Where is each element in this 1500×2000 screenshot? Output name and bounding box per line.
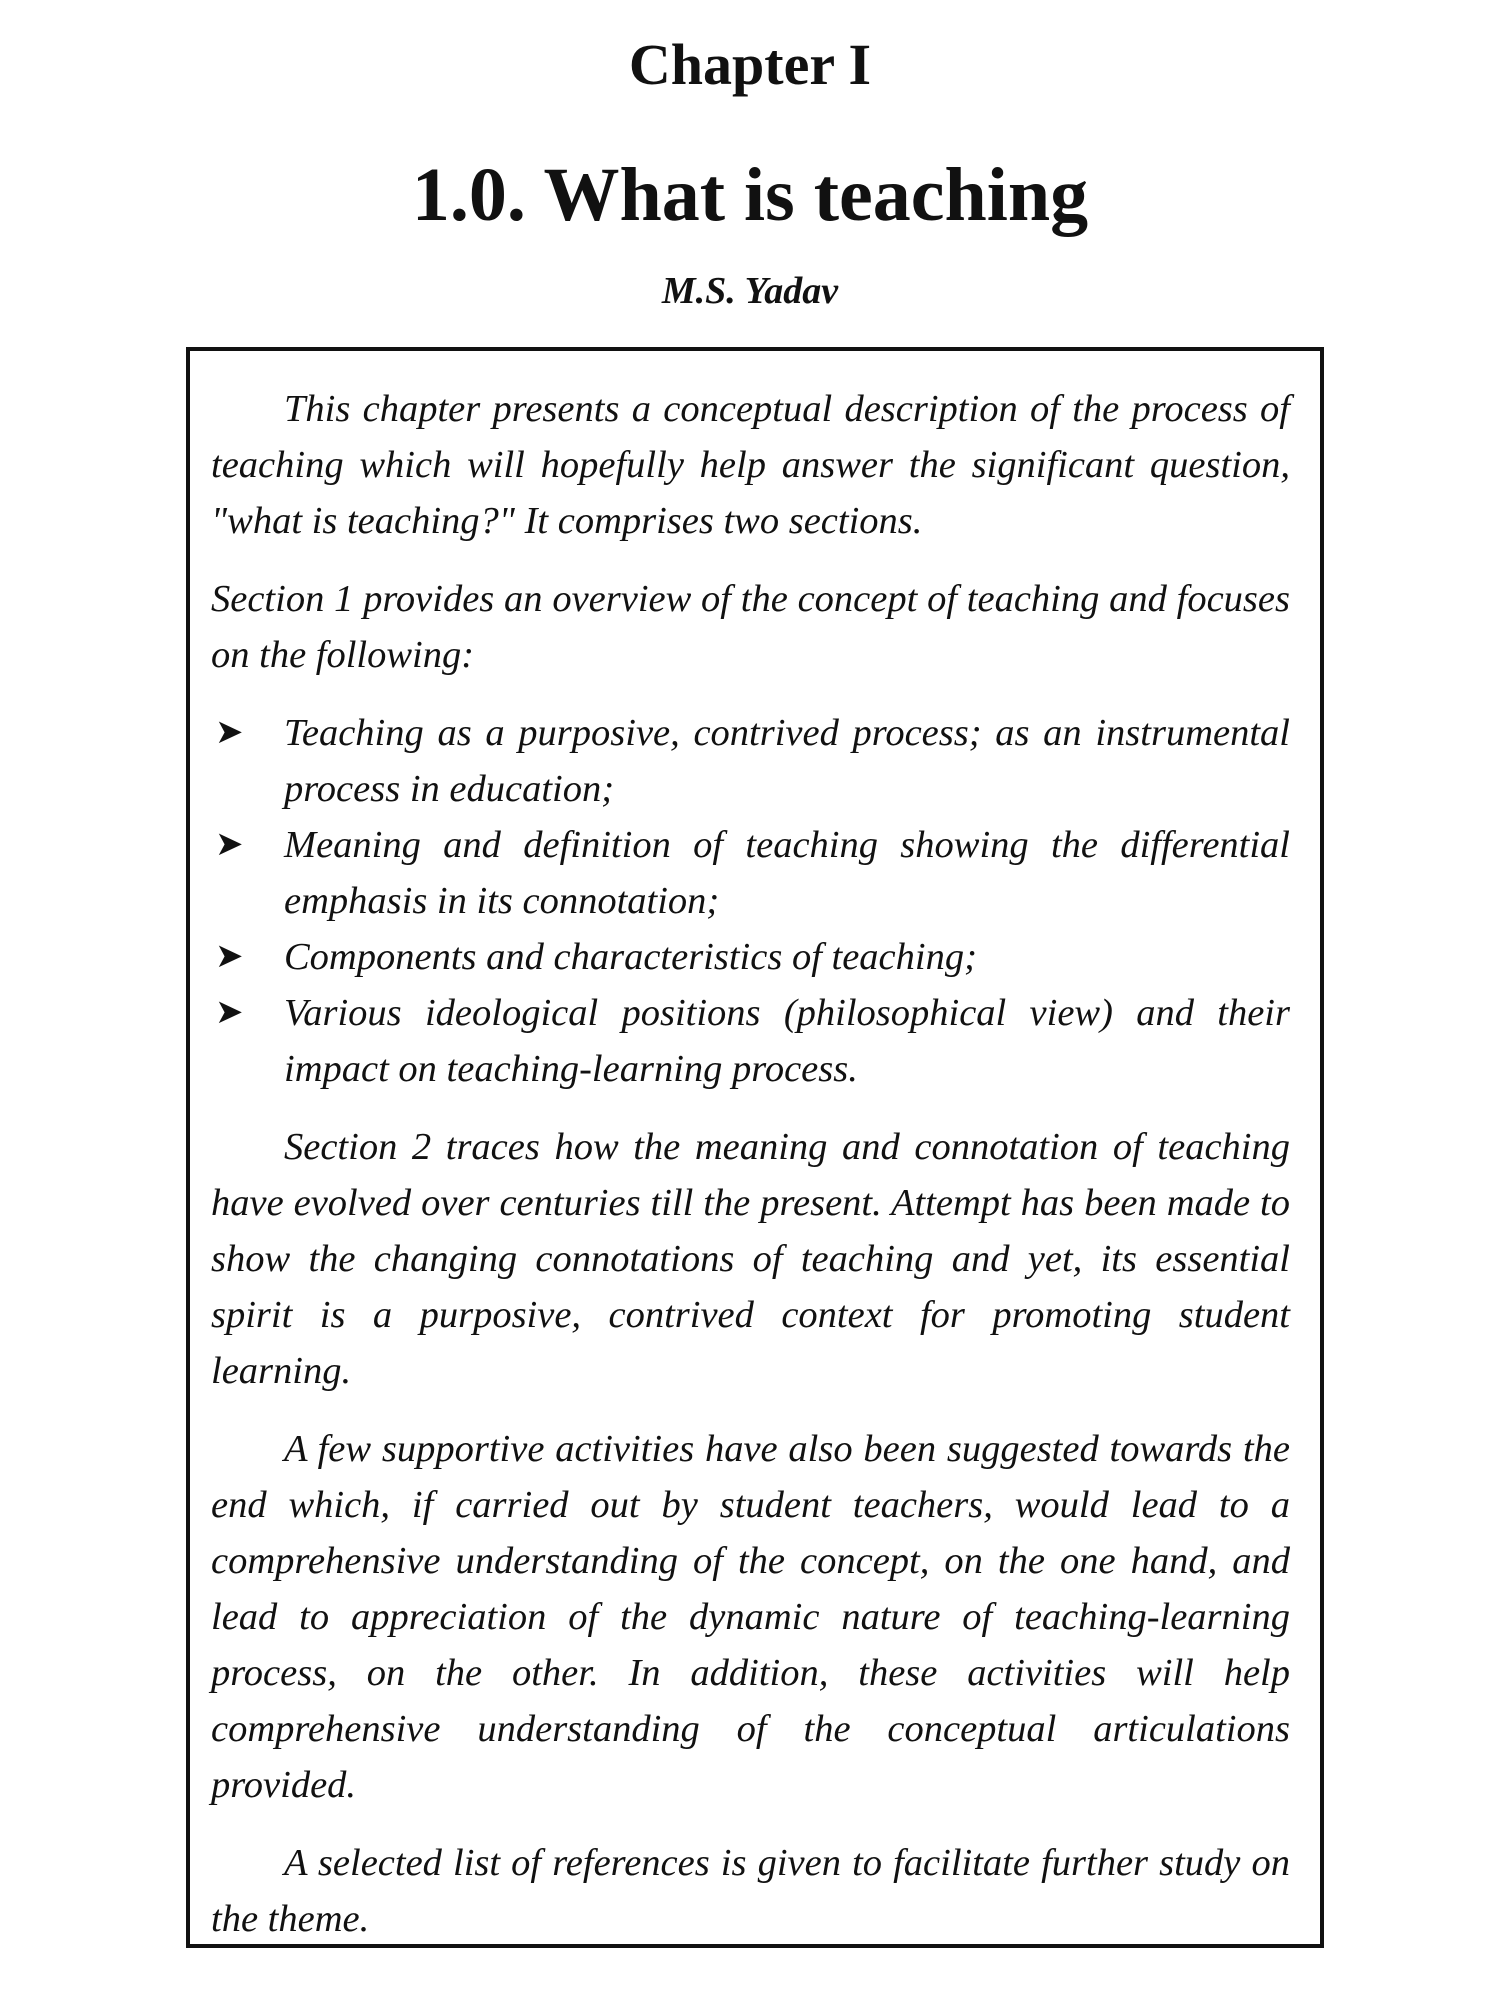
chapter-summary-box (186, 347, 1324, 1948)
arrowhead-icon: ➤ (215, 826, 244, 863)
list-item (211, 929, 1290, 985)
list-item-text: Components and characteristics of teaching; (284, 936, 977, 978)
page-title: 1.0. What is teaching (411, 153, 1089, 237)
author-name: M.S. Yadav (661, 270, 839, 312)
activities-paragraph: A few supportive activities have also been suggested towards the end which, if carried out by student teachers, would lead to a comprehensive understanding of the concept, on the one hand, and lead to appreciation of the dynamic nature of teaching-learning process, on the other. In addition, these activities will help comprehensive understanding of the conceptual articulations provided. (211, 1428, 1290, 1806)
arrowhead-icon: ➤ (215, 994, 244, 1031)
references-paragraph: A selected list of references is given to facilitate further study on the theme. (211, 1842, 1290, 1940)
list-item (211, 705, 1290, 817)
list-item (211, 985, 1290, 1097)
list-item (211, 817, 1290, 929)
arrowhead-icon: ➤ (215, 938, 244, 975)
list-item-text: Various ideological positions (philosophical view) and their impact on teaching-learning process. (284, 992, 1290, 1090)
section1-lead-paragraph: Section 1 provides an overview of the concept of teaching and focuses on the following: (211, 578, 1290, 676)
chapter-label: Chapter I (628, 32, 872, 97)
list-item-text: Teaching as a purposive, contrived process; as an instrumental process in education; (284, 712, 1290, 810)
intro-paragraph: This chapter presents a conceptual description of the process of teaching which will hopefully help answer the significant question, "what is teaching?" It comprises two sections. (211, 388, 1290, 542)
list-item-text: Meaning and definition of teaching showing the differential emphasis in its connotation; (284, 824, 1290, 922)
section1-topic-list (211, 705, 1290, 1097)
arrowhead-icon: ➤ (215, 714, 244, 751)
section2-paragraph: Section 2 traces how the meaning and connotation of teaching have evolved over centuries till the present. Attempt has been made to show the changing connotations of teaching and yet, its essential spirit is a purposive, contrived context for promoting student learning. (211, 1126, 1290, 1392)
